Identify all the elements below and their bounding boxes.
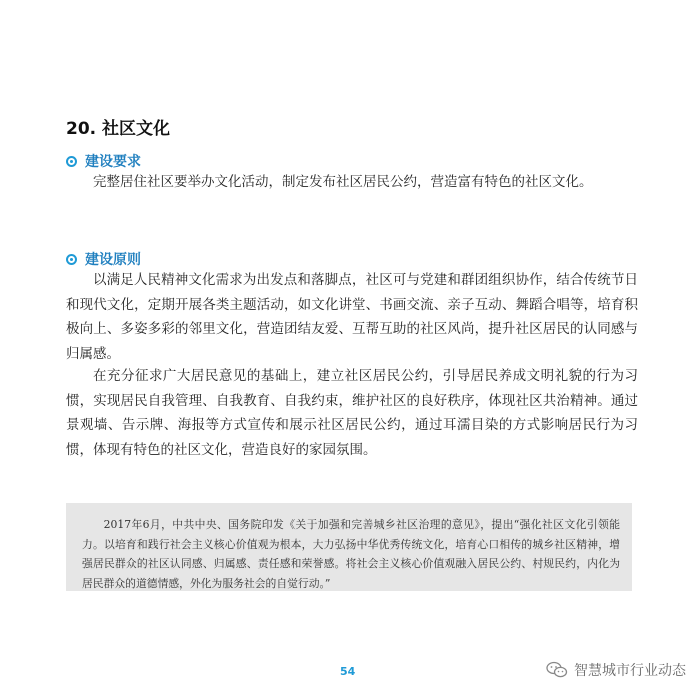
wechat-icon <box>546 661 568 679</box>
bullet-icon <box>66 254 77 265</box>
principles-paragraph-1: 以满足人民精神文化需求为出发点和落脚点，社区可与党建和群团组织协作，结合传统节日和现代文化，定期开展各类主题活动，如文化讲堂、书画交流、亲子互动、舞蹈合唱等，培育积极向上、多姿多彩的邻里文化，营造团结友爱、互帮互助的社区风尚，提升社区居民的认同感与归属感。 <box>66 272 638 362</box>
policy-quote-box: 2017年6月，中共中央、国务院印发《关于加强和完善城乡社区治理的意见》，提出“强化社区文化引领能力。以培育和践行社会主义核心价值观为根本，大力弘扬中华优秀传统文化，培育心口相传的城乡社区精神，增强居民群众的社区认同感、归属感、责任感和荣誉感。将社会主义核心价值观融入居民公约、村规民约，内化为居民群众的道德情感，外化为服务社会的自觉行动。” <box>66 503 632 591</box>
page-number: 54 <box>340 665 356 678</box>
page-title: 20. 社区文化 <box>66 119 171 139</box>
bullet-icon <box>66 156 77 167</box>
principles-heading-label: 建设原则 <box>85 252 141 268</box>
watermark-text: 智慧城市行业动态 <box>574 663 686 679</box>
principles-heading <box>66 249 141 269</box>
requirements-heading <box>66 151 141 171</box>
requirements-text: 完整居住社区要举办文化活动，制定发布社区居民公约，营造富有特色的社区文化。 <box>93 174 593 190</box>
requirements-heading-label: 建设要求 <box>85 154 141 170</box>
principles-paragraph-2: 在充分征求广大居民意见的基础上，建立社区居民公约，引导居民养成文明礼貌的行为习惯，实现居民自我管理、自我教育、自我约束，维护社区的良好秩序，体现社区共治精神。通过景观墙、告示牌、海报等方式宣传和展示社区居民公约，通过耳濡目染的方式影响居民行为习惯，体现有特色的社区文化，营造良好的家园氛围。 <box>66 368 638 458</box>
watermark <box>546 660 686 680</box>
